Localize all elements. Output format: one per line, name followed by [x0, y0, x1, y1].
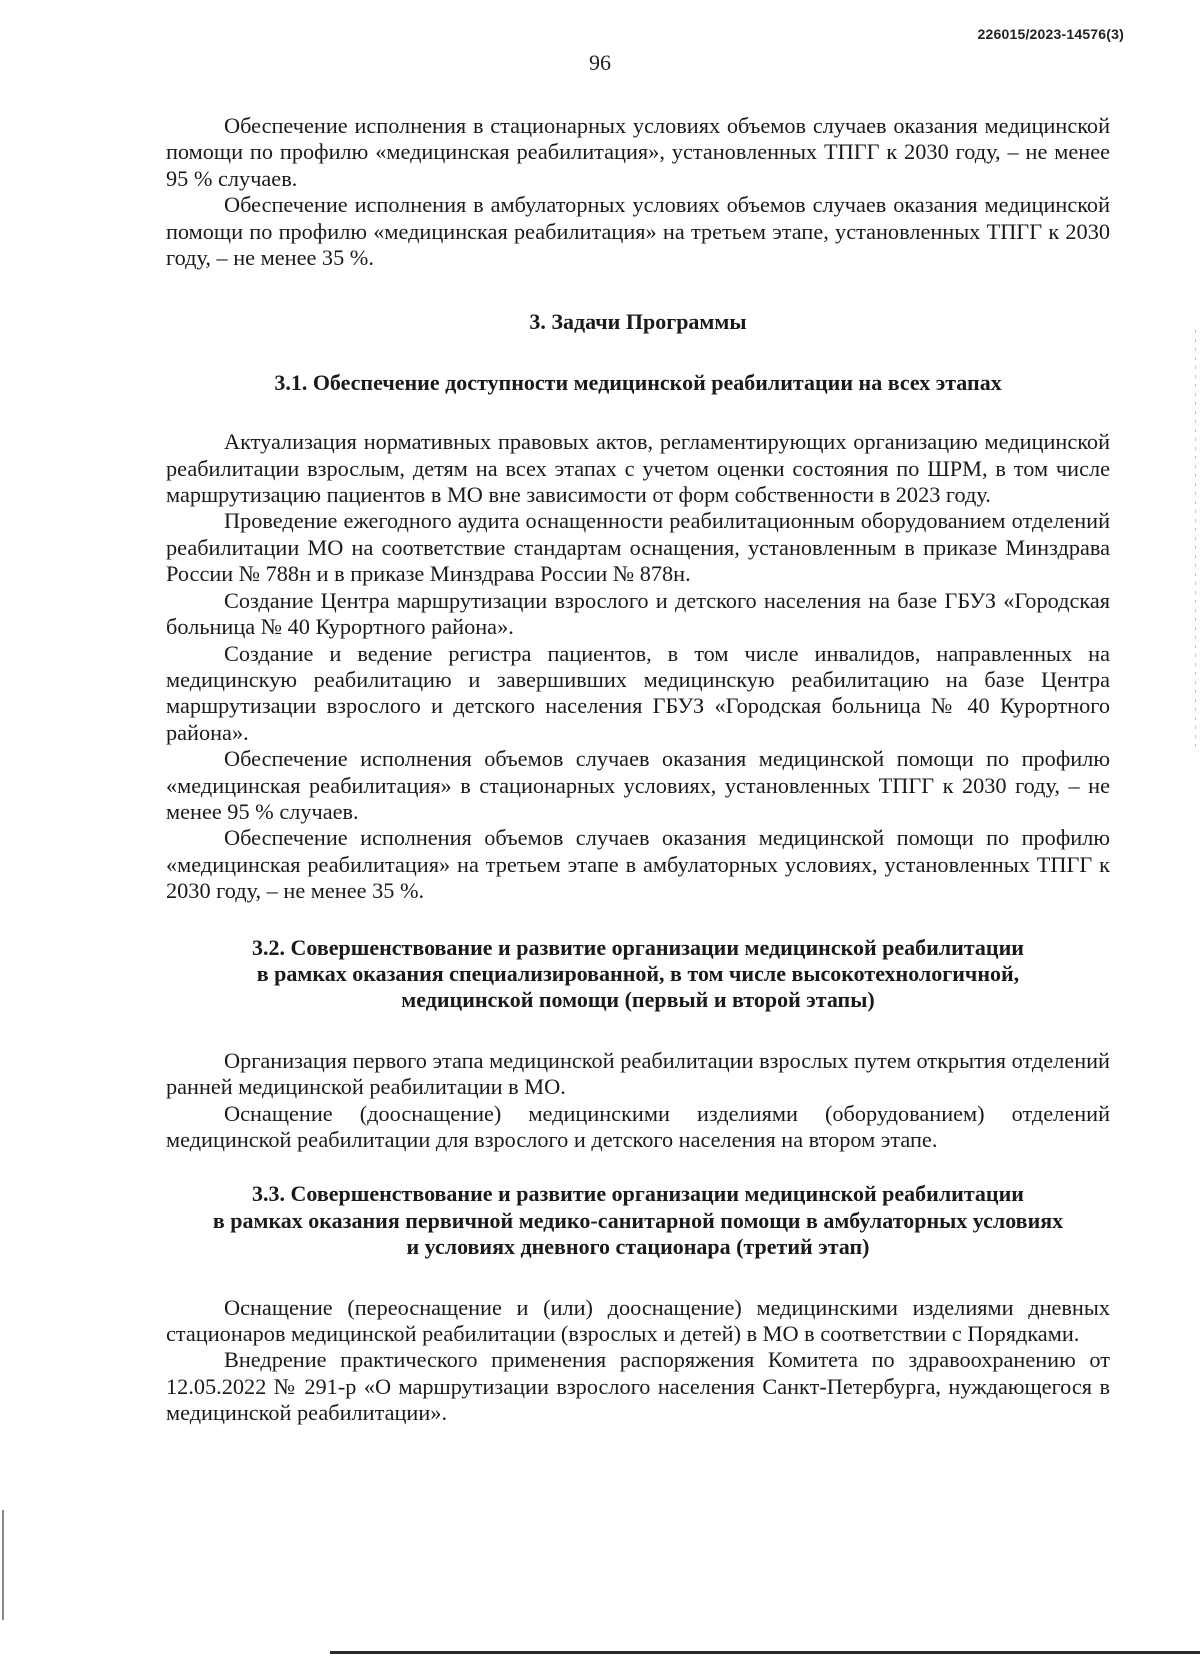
body-paragraph: Оснащение (дооснащение) медицинскими изделиями (оборудованием) отделений медицинской реабилитации для взрослого и детского населения на втором этапе.: [166, 1100, 1110, 1152]
section-title-line: медицинской помощи (первый и второй этапы): [401, 987, 875, 1013]
body-paragraph: Создание Центра маршрутизации взрослого и детского населения на базе ГБУЗ «Городская больница № 40 Курортного района».: [166, 587, 1110, 640]
body-paragraph: Актуализация нормативных правовых актов, регламентирующих организацию медицинской реабилитации взрослым, детям на всех этапах с учетом оценки состояния по ШРМ, в том числе маршрутизацию пациентов в МО вне зависимости от форм собственности в 2023 году.: [166, 429, 1110, 508]
body-paragraph: Внедрение практического применения распоряжения Комитета по здравоохранению от 12.05.2022 № 291-р «О маршрутизации взрослого населения Санкт-Петербурга, нуждающегося в медицинской реабилитации».: [166, 1347, 1110, 1426]
document-body: [166, 113, 1110, 1427]
section-title-3-1: 3.1. Обеспечение доступности медицинской реабилитации на всех этапах: [274, 369, 1002, 395]
page-number: 96: [589, 50, 611, 75]
body-paragraph: Обеспечение исполнения объемов случаев оказания медицинской помощи по профилю «медицинская реабилитация» в стационарных условиях, установленных ТПГГ к 2030 году, – не менее 95 % случаев.: [166, 746, 1110, 824]
section-title-line: и условиях дневного стационара (третий этап): [406, 1234, 870, 1260]
intro-paragraph: Обеспечение исполнения в амбулаторных условиях объемов случаев оказания медицинской помощи по профилю «медицинская реабилитация» на третьем этапе, установленных ТПГГ к 2030 году, – не менее 35 %.: [166, 192, 1110, 271]
scan-edge-artifact: [1195, 330, 1196, 750]
section-title-3-2: [166, 935, 1110, 1014]
body-paragraph: Проведение ежегодного аудита оснащенности реабилитационным оборудованием отделений реабилитации МО на соответствие стандартам оснащения, установленным в приказе Минздрава России № 788н и в приказе Минздрава России № 878н.: [166, 508, 1110, 587]
body-paragraph: Организация первого этапа медицинской реабилитации взрослых путем открытия отделений ранней медицинской реабилитации в МО.: [166, 1047, 1110, 1100]
scan-bottom-edge-line: [330, 1651, 1200, 1654]
body-paragraph: Создание и ведение регистра пациентов, в том числе инвалидов, направленных на медицинскую реабилитацию и завершивших медицинскую реабилитацию на базе Центра маршрутизации взрослого и детского населения ГБУЗ «Городская больница № 40 Курортного района».: [166, 640, 1110, 745]
section-title-3: 3. Задачи Программы: [529, 309, 747, 335]
body-paragraph: Обеспечение исполнения объемов случаев оказания медицинской помощи по профилю «медицинская реабилитация» на третьем этапе в амбулаторных условиях, установленных ТПГГ к 2030 году, – не менее 35 %.: [166, 825, 1110, 904]
body-paragraph: Оснащение (переоснащение и (или) дооснащение) медицинскими изделиями дневных стационаров медицинской реабилитации (взрослых и детей) в МО в соответствии с Порядками.: [166, 1294, 1110, 1347]
section-title-line: 3.3. Совершенствование и развитие организации медицинской реабилитации: [252, 1181, 1024, 1207]
document-registration-number: 226015/2023-14576(3): [977, 26, 1124, 42]
section-title-line: 3.2. Совершенствование и развитие организации медицинской реабилитации: [252, 934, 1024, 960]
section-title-line: в рамках оказания специализированной, в том числе высокотехнологичной,: [256, 960, 1020, 986]
section-3-2-body: [166, 1048, 1110, 1154]
scan-edge-artifact: [2, 1510, 4, 1620]
intro-paragraph: Обеспечение исполнения в стационарных условиях объемов случаев оказания медицинской помощи по профилю «медицинская реабилитация», установленных ТПГГ к 2030 году, – не менее 95 % случаев.: [166, 113, 1110, 191]
section-title-3-3: [166, 1181, 1110, 1260]
section-3-3-body: [166, 1295, 1110, 1427]
section-3-1-body: [166, 429, 1110, 904]
section-title-line: в рамках оказания первичной медико-санитарной помощи в амбулаторных условиях: [212, 1207, 1064, 1233]
